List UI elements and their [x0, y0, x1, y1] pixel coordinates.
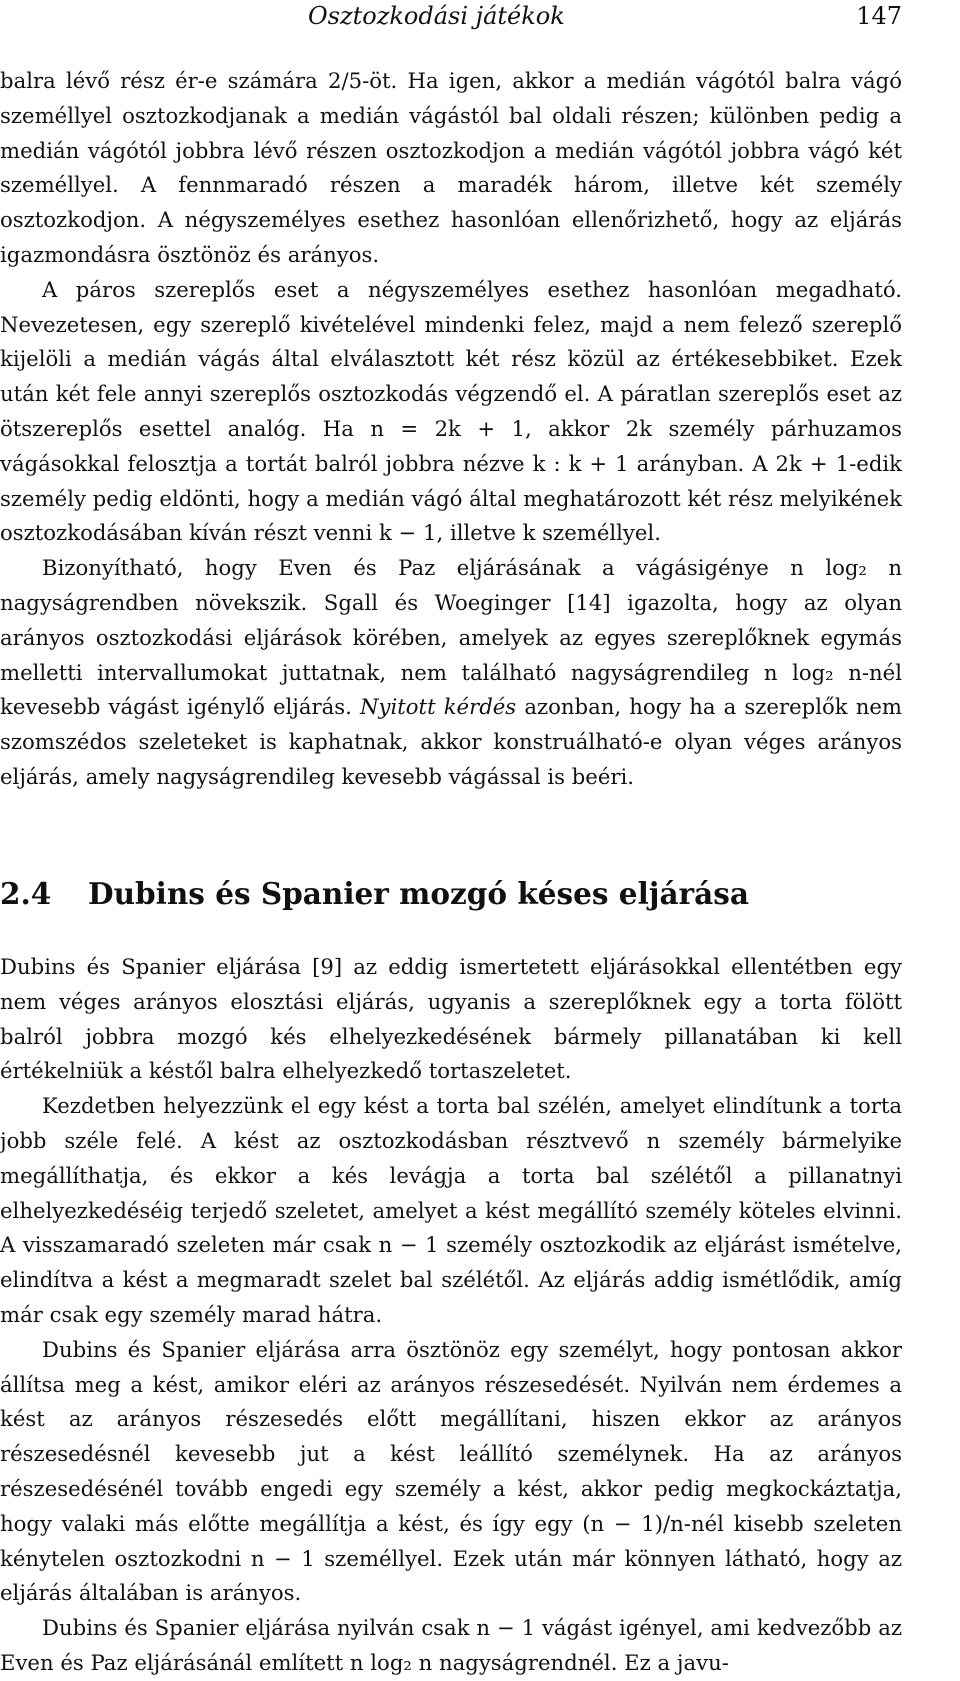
paragraph-cuts: Dubins és Spanier eljárása nyilván csak n − 1 vágást igényel, ami kedvezőbb az Even és Paz eljárásánál említett n log₂ n nagyságrendnél. Ez a javu-: [0, 1615, 902, 1675]
open-question-after: azonban, hogy ha a szereplők nem szomszédos szeleteket is kaphatnak, akkor konstruálható-e olyan véges arányos eljárás, amely nagyságrendileg kevesebb vágással is beéri.: [0, 694, 902, 789]
section-heading: [0, 876, 749, 911]
paragraph-intro: Dubins és Spanier eljárása [9] az eddig ismertetett eljárásokkal ellentétben egy nem véges arányos elosztási eljárás, ugyanis a szereplőknek egy a torta fölött balról jobbra mozgó kés elhelyezkedésének bármely pillanatában ki kell értékelniük a késtől balra elhelyezkedő tortaszeletet.: [0, 954, 902, 1084]
paragraph-incentive: Dubins és Spanier eljárása arra ösztönöz egy személyt, hogy pontosan akkor állítsa meg a kést, amikor eléri az arányos részesedését. Nyilván nem érdemes a kést az arányos részesedés előtt megállítani, hiszen ekkor az arányos részesedésnél kevesebb jut a kést leállító személynek. Ha az arányos részesedésénél tovább engedi egy személy a kést, akkor pedig megkockáztatja, hogy valaki más előtte megállítja a kést, és így egy (n − 1)/n-nél kisebb szeleten kénytelen osztozkodni n − 1 személlyel. Ezek után már könnyen látható, hogy az eljárás általában is arányos.: [0, 1336, 902, 1606]
running-head: [0, 2, 902, 36]
section-title: Dubins és Spanier mozgó késes eljárása: [88, 876, 749, 911]
running-title: Osztozkodási játékok: [308, 2, 565, 30]
open-question-emphasis: Nyitott kérdés: [360, 694, 517, 720]
open-question-before: Bizonyítható, hogy Even és Paz eljárásának a vágásigénye n log₂ n nagyságrendben növekszik. Sgall és Woeginger [14] igazolta, hogy az olyan arányos osztozkodási eljárások körében, amelyek az egyes szereplőknek egymás melletti intervallumokat juttatnak, nem található nagyságrendileg n log₂ n-nél kevesebb vágást igénylő eljárás.: [0, 555, 902, 720]
paragraph-procedure: Kezdetben helyezzünk el egy kést a torta bal szélén, amelyet elindítunk a torta jobb széle felé. A kést az osztozkodásban résztvevő n személy bármelyike megállíthatja, és ekkor a kés levágja a torta bal szélétől a pillanatnyi elhelyezkedéséig terjedő szeletet, amelyet a kést megállító személy köteles elvinni. A visszamaradó szeleten már csak n − 1 személy osztozkodik az eljárást ismételve, elindítva a kést a megmaradt szelet bal szélétől. Az eljárás addig ismétlődik, amíg már csak egy személy marad hátra.: [0, 1093, 902, 1327]
text-block-section: [0, 950, 902, 1681]
text-block-top: [0, 64, 902, 795]
section-number: 2.4: [0, 876, 52, 911]
paragraph-even-case: A páros szereplős eset a négyszemélyes esethez hasonlóan megadható. Nevezetesen, egy szereplő kivételével mindenki felez, majd a nem felező szereplő kijelöli a medián vágás által elválasztott két rész közül az értékesebbiket. Ezek után két fele annyi szereplős osztozkodás végzendő el. A páratlan szereplős eset az ötszereplős esettel analóg. Ha n = 2k + 1, akkor 2k személy párhuzamos vágásokkal felosztja a tortát balról jobbra nézve k : k + 1 arányban. A 2k + 1-edik személy pedig eldönti, hogy a medián vágó által meghatározott két rész melyikének osztozkodásában kíván részt venni k − 1, illetve k személlyel.: [0, 276, 902, 546]
paragraph-continuation: balra lévő rész ér-e számára 2/5-öt. Ha igen, akkor a medián vágótól balra vágó személlyel osztozkodjanak a medián vágástól bal oldali részen; különben pedig a medián vágótól jobbra lévő részen osztozkodjon a medián vágótól jobbra vágó két személlyel. A fennmaradó részen a maradék három, illetve két személy osztozkodjon. A négyszemélyes esethez hasonlóan ellenőrizhető, hogy az eljárás igazmondásra ösztönöz és arányos.: [0, 68, 902, 267]
page-number: 147: [856, 2, 902, 30]
paragraph-open-question: [0, 551, 902, 795]
